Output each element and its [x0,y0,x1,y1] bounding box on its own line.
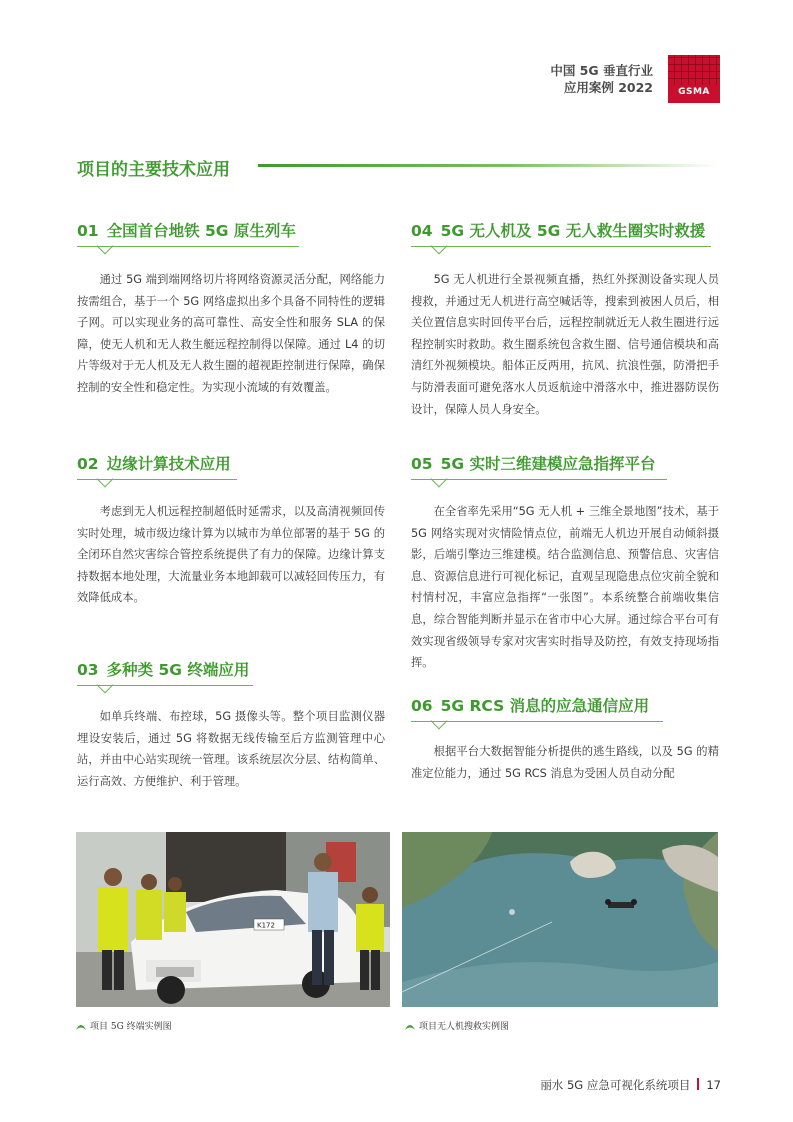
header-line-1: 中国 5G 垂直行业 [550,63,653,78]
main-title-rule [258,164,718,167]
drone-rescue-photo [402,832,718,1007]
page-number: 17 [706,1078,721,1092]
section-05-title [411,452,655,474]
section-title-text: 5G 实时三维建模应急指挥平台 [440,455,656,473]
plate-text: K172 [257,921,275,930]
caption-text: 项目无人机搜救实例图 [419,1022,510,1032]
section-title-text: 5G RCS 消息的应急通信应用 [440,697,650,715]
section-05-body: 在全省率先采用“5G 无人机 + 三维全景地图”技术，基于 5G 网络实现对灾情险情点位，前端无人机边开展自动倾斜摄影，后端引擎边三维建模。结合监测信息、预警信息、灾害信息、资源信息进行可视化标记，直观呈现隐患点位灾前全貌和村情村况，丰富应急指挥“一张图”。本系统整合前端收集信息，综合智能判断并显示在省市中心大屏。通过综合平台可有效实现省级领导专家对灾害实时指导及防控，有效支持现场指挥。 [411,505,719,670]
section-04-title [411,219,705,241]
page-footer [540,1077,721,1093]
section-02-title [77,452,231,474]
header-line-2: 应用案例 2022 [563,80,653,95]
section-03-body: 如单兵终端、布控球，5G 摄像头等。整个项目监测仪器埋设安装后，通过 5G 将数据无线传输至后方监测管理中心站，并由中心站实现统一管理。该系统层次分层、结构简单、运行高效、方便维护、利于管理。 [77,710,385,788]
section-title-text: 多种类 5G 终端应用 [106,661,250,679]
footer-title: 丽水 5G 应急可视化系统项目 [540,1078,691,1092]
section-number: 04 [411,222,433,240]
drone-photo-caption [405,1019,509,1032]
caption-leaf-icon [405,1022,415,1030]
section-06-title [411,694,649,716]
section-06-rule [411,721,663,722]
section-title-text: 全国首台地铁 5G 原生列车 [106,222,296,240]
section-number: 06 [411,697,433,715]
terminal-photo [76,832,390,1007]
caption-leaf-icon [76,1022,86,1030]
section-06-body: 根据平台大数据智能分析提供的逃生路线，以及 5G 的精准定位能力，通过 5G RCS 消息为受困人员自动分配 [411,745,719,780]
section-number: 05 [411,455,433,473]
footer-separator [697,1078,699,1090]
main-title: 项目的主要技术应用 [77,160,230,180]
section-title-text: 5G 无人机及 5G 无人救生圈实时救援 [440,222,706,240]
section-title-text: 边缘计算技术应用 [106,455,231,473]
terminal-photo-illustration [76,832,390,1007]
terminal-photo-caption [76,1019,172,1032]
section-04-rule [411,246,711,247]
publication-header [550,62,653,96]
section-02-body: 考虑到无人机远程控制超低时延需求，以及高清视频回传实时处理，城市级边缘计算为以城市为单位部署的基于 5G 的全闭环自然灾害综合管控系统提供了有力的保障。边缘计算支持数据本地处理，大流量业务本地卸载可以减轻回传压力，有效降低成本。 [77,505,385,605]
logo-grid-pattern [668,55,720,85]
section-number: 01 [77,222,99,240]
logo-text: GSMA [678,87,710,97]
section-01-body: 通过 5G 端到端网络切片将网络资源灵活分配，网络能力按需组合，基于一个 5G 网络虚拟出多个具备不同特性的逻辑子网。可以实现业务的高可靠性、高安全性和服务 SLA 的保障，使无人机和无人救生艇远程控制得以保障。通过 L4 的切片等级对于无人机及无人救生圈的超视距控制进行保障，确保控制的安全性和稳定性。为实现小流域的有效覆盖。 [77,273,385,394]
section-number: 02 [77,455,99,473]
section-01-title [77,219,296,241]
section-04-body: 5G 无人机进行全景视频直播，热红外探测设备实现人员搜救，并通过无人机进行高空喊话等，搜索到被困人员后，相关位置信息实时回传平台后，远程控制就近无人救生圈进行远程控制实时救助。救生圈系统包含救生圈、信号通信模块和高清红外视频模块。船体正反两用，抗风、抗浪性强，防滑把手与防滑表面可避免落水人员返航途中滑落水中，推进器防误伤设计，保障人员人身安全。 [411,273,719,416]
section-05-rule [411,479,667,480]
section-number: 03 [77,661,99,679]
drone-rescue-photo-illustration [402,832,718,1007]
gsma-logo [668,55,720,103]
caption-text: 项目 5G 终端实例图 [90,1022,172,1032]
